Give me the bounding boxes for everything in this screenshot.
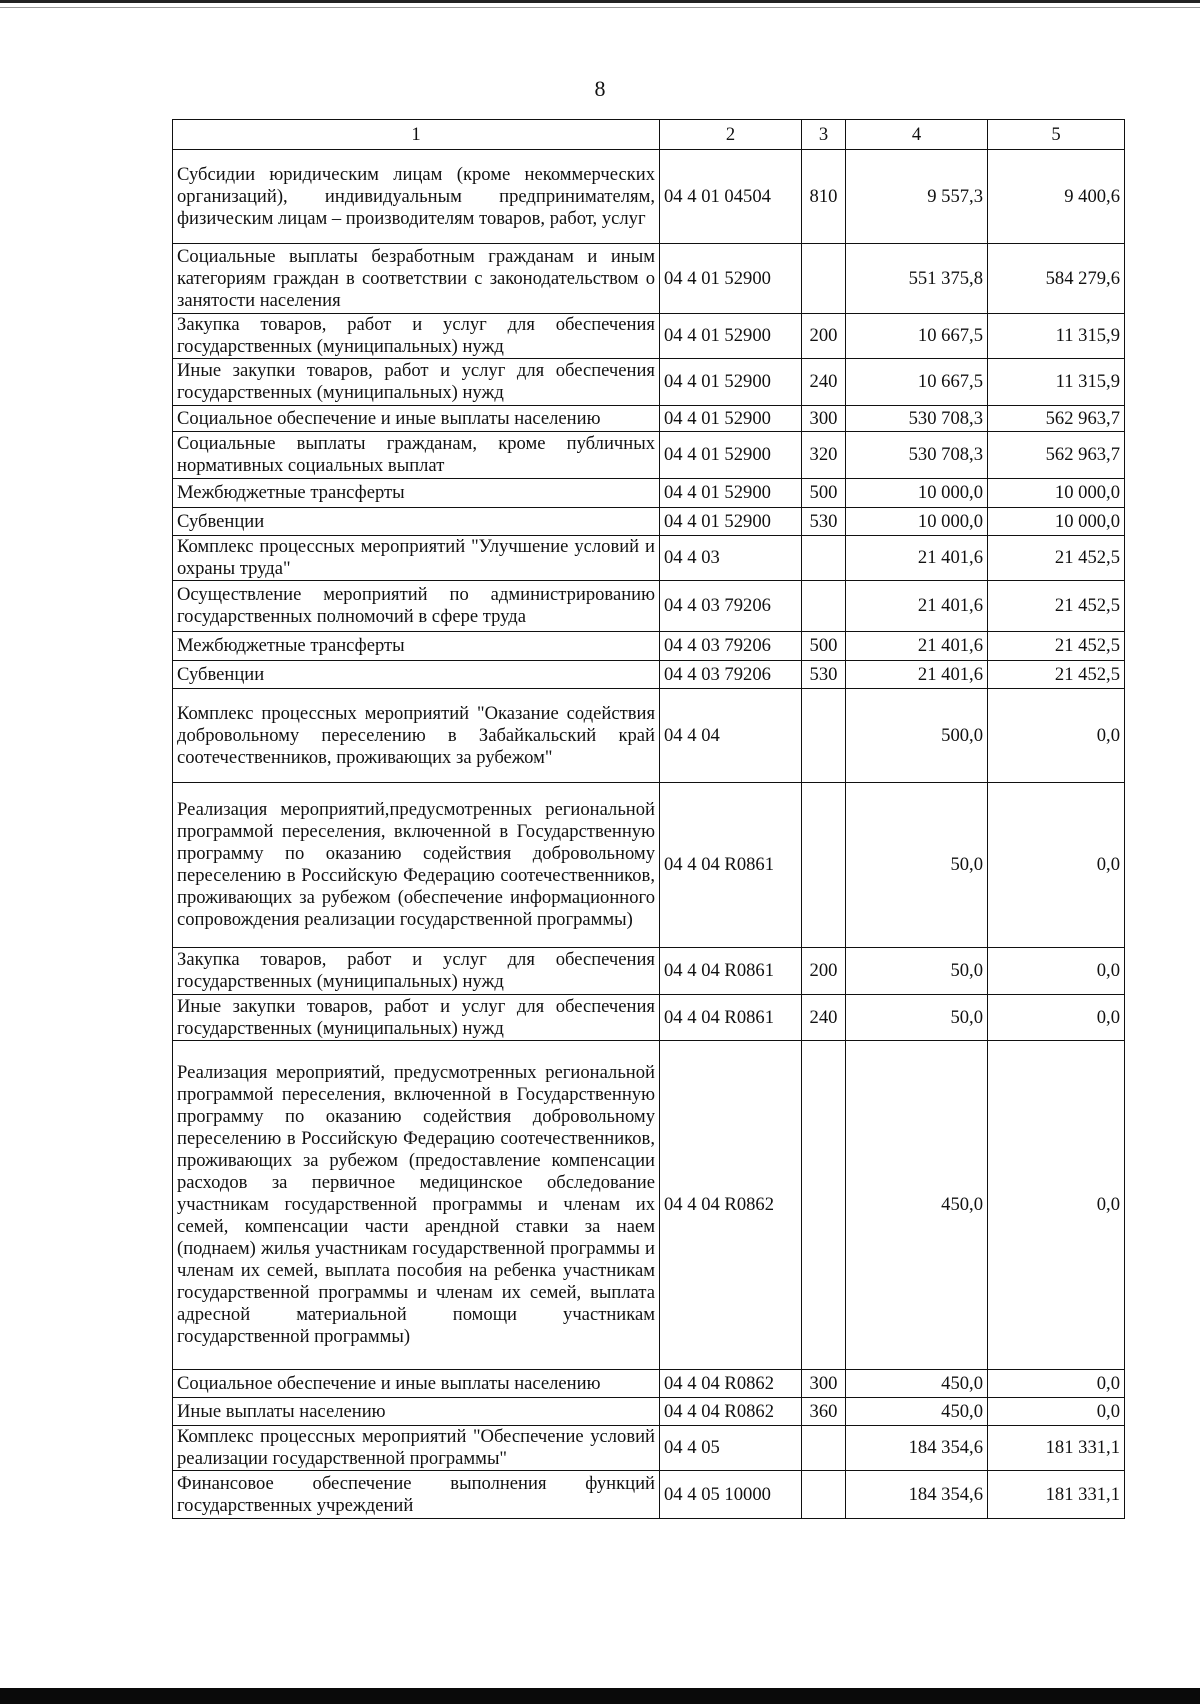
table-row (173, 661, 1125, 689)
name-cell: Социальное обеспечение и иные выплаты населению (173, 1370, 660, 1398)
expense-type-cell (802, 783, 846, 948)
expense-type-cell: 300 (802, 406, 846, 432)
expense-type-cell (802, 1471, 846, 1519)
name-cell: Закупка товаров, работ и услуг для обеспечения государственных (муниципальных) нужд (173, 314, 660, 359)
name-cell: Социальные выплаты гражданам, кроме публичных нормативных социальных выплат (173, 432, 660, 479)
amount-year-1-cell: 21 401,6 (846, 581, 988, 632)
amount-year-1-cell: 530 708,3 (846, 432, 988, 479)
code-cell: 04 4 03 (660, 536, 802, 581)
amount-year-2-cell: 0,0 (988, 689, 1125, 783)
table-row (173, 689, 1125, 783)
name-cell: Закупка товаров, работ и услуг для обеспечения государственных (муниципальных) нужд (173, 948, 660, 995)
code-cell: 04 4 01 52900 (660, 406, 802, 432)
amount-year-2-cell: 0,0 (988, 1370, 1125, 1398)
amount-year-2-cell: 11 315,9 (988, 359, 1125, 406)
expense-type-cell (802, 536, 846, 581)
name-cell: Осуществление мероприятий по администрированию государственных полномочий в сфере труда (173, 581, 660, 632)
header-col-2: 2 (660, 120, 802, 150)
table-row (173, 948, 1125, 995)
code-cell: 04 4 01 52900 (660, 508, 802, 536)
expense-type-cell: 200 (802, 314, 846, 359)
amount-year-1-cell: 21 401,6 (846, 661, 988, 689)
amount-year-1-cell: 50,0 (846, 995, 988, 1041)
table-row (173, 1370, 1125, 1398)
header-col-4: 4 (846, 120, 988, 150)
expense-type-cell: 240 (802, 359, 846, 406)
code-cell: 04 4 01 04504 (660, 150, 802, 244)
scan-edge-top (0, 0, 1200, 3)
header-row (173, 120, 1125, 150)
table-row (173, 359, 1125, 406)
table-row (173, 1398, 1125, 1426)
code-cell: 04 4 03 79206 (660, 661, 802, 689)
code-cell: 04 4 01 52900 (660, 244, 802, 314)
amount-year-2-cell: 0,0 (988, 995, 1125, 1041)
amount-year-2-cell: 562 963,7 (988, 406, 1125, 432)
amount-year-1-cell: 50,0 (846, 783, 988, 948)
name-cell: Межбюджетные трансферты (173, 632, 660, 661)
amount-year-2-cell: 10 000,0 (988, 508, 1125, 536)
amount-year-2-cell: 0,0 (988, 1398, 1125, 1426)
table-row (173, 536, 1125, 581)
expense-type-cell (802, 581, 846, 632)
header-col-5: 5 (988, 120, 1125, 150)
expense-type-cell: 320 (802, 432, 846, 479)
name-cell: Субвенции (173, 508, 660, 536)
amount-year-1-cell: 10 667,5 (846, 359, 988, 406)
expense-type-cell (802, 1426, 846, 1471)
expense-type-cell: 500 (802, 632, 846, 661)
amount-year-1-cell: 10 000,0 (846, 479, 988, 508)
header-col-1: 1 (173, 120, 660, 150)
amount-year-2-cell: 0,0 (988, 1041, 1125, 1370)
amount-year-2-cell: 0,0 (988, 948, 1125, 995)
code-cell: 04 4 01 52900 (660, 479, 802, 508)
budget-table (172, 119, 1125, 1519)
expense-type-cell: 300 (802, 1370, 846, 1398)
amount-year-1-cell: 450,0 (846, 1398, 988, 1426)
amount-year-2-cell: 0,0 (988, 783, 1125, 948)
scan-edge-bottom (0, 1688, 1200, 1704)
expense-type-cell: 240 (802, 995, 846, 1041)
amount-year-2-cell: 562 963,7 (988, 432, 1125, 479)
amount-year-2-cell: 9 400,6 (988, 150, 1125, 244)
name-cell: Комплекс процессных мероприятий "Обеспечение условий реализации государственной программы" (173, 1426, 660, 1471)
table-row (173, 150, 1125, 244)
name-cell: Иные выплаты населению (173, 1398, 660, 1426)
amount-year-1-cell: 10 667,5 (846, 314, 988, 359)
code-cell: 04 4 04 R0862 (660, 1398, 802, 1426)
table-row (173, 244, 1125, 314)
amount-year-1-cell: 500,0 (846, 689, 988, 783)
code-cell: 04 4 04 R0861 (660, 783, 802, 948)
amount-year-2-cell: 21 452,5 (988, 632, 1125, 661)
code-cell: 04 4 03 79206 (660, 632, 802, 661)
amount-year-1-cell: 530 708,3 (846, 406, 988, 432)
table-row (173, 1041, 1125, 1370)
amount-year-1-cell: 450,0 (846, 1370, 988, 1398)
page-number: 8 (594, 76, 606, 101)
amount-year-1-cell: 184 354,6 (846, 1426, 988, 1471)
code-cell: 04 4 04 R0861 (660, 995, 802, 1041)
expense-type-cell: 360 (802, 1398, 846, 1426)
expense-type-cell (802, 1041, 846, 1370)
expense-type-cell: 530 (802, 508, 846, 536)
name-cell: Комплекс процессных мероприятий "Улучшение условий и охраны труда" (173, 536, 660, 581)
expense-type-cell: 500 (802, 479, 846, 508)
table-row (173, 581, 1125, 632)
amount-year-1-cell: 551 375,8 (846, 244, 988, 314)
name-cell: Иные закупки товаров, работ и услуг для обеспечения государственных (муниципальных) нужд (173, 995, 660, 1041)
name-cell: Социальные выплаты безработным гражданам и иным категориям граждан в соответствии с законодательством о занятости населения (173, 244, 660, 314)
expense-type-cell (802, 244, 846, 314)
name-cell: Финансовое обеспечение выполнения функций государственных учреждений (173, 1471, 660, 1519)
code-cell: 04 4 04 (660, 689, 802, 783)
table-row (173, 432, 1125, 479)
amount-year-1-cell: 9 557,3 (846, 150, 988, 244)
code-cell: 04 4 04 R0862 (660, 1370, 802, 1398)
expense-type-cell: 810 (802, 150, 846, 244)
expense-type-cell (802, 689, 846, 783)
amount-year-1-cell: 450,0 (846, 1041, 988, 1370)
table-row (173, 1471, 1125, 1519)
table-row (173, 995, 1125, 1041)
name-cell: Социальное обеспечение и иные выплаты населению (173, 406, 660, 432)
name-cell: Иные закупки товаров, работ и услуг для обеспечения государственных (муниципальных) нужд (173, 359, 660, 406)
table-row (173, 314, 1125, 359)
code-cell: 04 4 01 52900 (660, 314, 802, 359)
code-cell: 04 4 04 R0862 (660, 1041, 802, 1370)
name-cell: Субсидии юридическим лицам (кроме некоммерческих организаций), индивидуальным предпринимателям, физическим лицам – производителям товаров, работ, услуг (173, 150, 660, 244)
amount-year-2-cell: 21 452,5 (988, 581, 1125, 632)
table-row (173, 479, 1125, 508)
code-cell: 04 4 04 R0861 (660, 948, 802, 995)
amount-year-1-cell: 50,0 (846, 948, 988, 995)
expense-type-cell: 530 (802, 661, 846, 689)
header-col-3: 3 (802, 120, 846, 150)
expense-type-cell: 200 (802, 948, 846, 995)
amount-year-1-cell: 21 401,6 (846, 632, 988, 661)
table-row (173, 406, 1125, 432)
table-row (173, 783, 1125, 948)
code-cell: 04 4 01 52900 (660, 359, 802, 406)
amount-year-2-cell: 10 000,0 (988, 479, 1125, 508)
amount-year-2-cell: 584 279,6 (988, 244, 1125, 314)
scan-edge-line (0, 7, 1200, 8)
amount-year-2-cell: 21 452,5 (988, 536, 1125, 581)
code-cell: 04 4 01 52900 (660, 432, 802, 479)
code-cell: 04 4 05 10000 (660, 1471, 802, 1519)
code-cell: 04 4 05 (660, 1426, 802, 1471)
amount-year-2-cell: 181 331,1 (988, 1471, 1125, 1519)
amount-year-1-cell: 10 000,0 (846, 508, 988, 536)
amount-year-2-cell: 21 452,5 (988, 661, 1125, 689)
code-cell: 04 4 03 79206 (660, 581, 802, 632)
table-row (173, 632, 1125, 661)
amount-year-2-cell: 11 315,9 (988, 314, 1125, 359)
table-row (173, 1426, 1125, 1471)
name-cell: Межбюджетные трансферты (173, 479, 660, 508)
amount-year-2-cell: 181 331,1 (988, 1426, 1125, 1471)
name-cell: Субвенции (173, 661, 660, 689)
name-cell: Реализация мероприятий,предусмотренных региональной программой переселения, включенной в Государственную программу по оказанию содействия добровольному переселению в Российскую Федерацию соотечественников, проживающих за рубежом (обеспечение информационного сопровождения реализации государственной программы) (173, 783, 660, 948)
name-cell: Реализация мероприятий, предусмотренных региональной программой переселения, включенной в Государственную программу по оказанию содействия добровольному переселению в Российскую Федерацию соотечественников, проживающих за рубежом (предоставление компенсации расходов за первичное медицинское обследование участникам государственной программы и членам их семей, компенсации части арендной ставки за наем (поднаем) жилья участникам государственной программы и членам их семей, выплата пособия на ребенка участникам государственной программы и членам их семей, выплата адресной материальной помощи участникам государственной программы) (173, 1041, 660, 1370)
amount-year-1-cell: 184 354,6 (846, 1471, 988, 1519)
amount-year-1-cell: 21 401,6 (846, 536, 988, 581)
table-row (173, 508, 1125, 536)
name-cell: Комплекс процессных мероприятий "Оказание содействия добровольному переселению в Забайкальский край соотечественников, проживающих за рубежом" (173, 689, 660, 783)
